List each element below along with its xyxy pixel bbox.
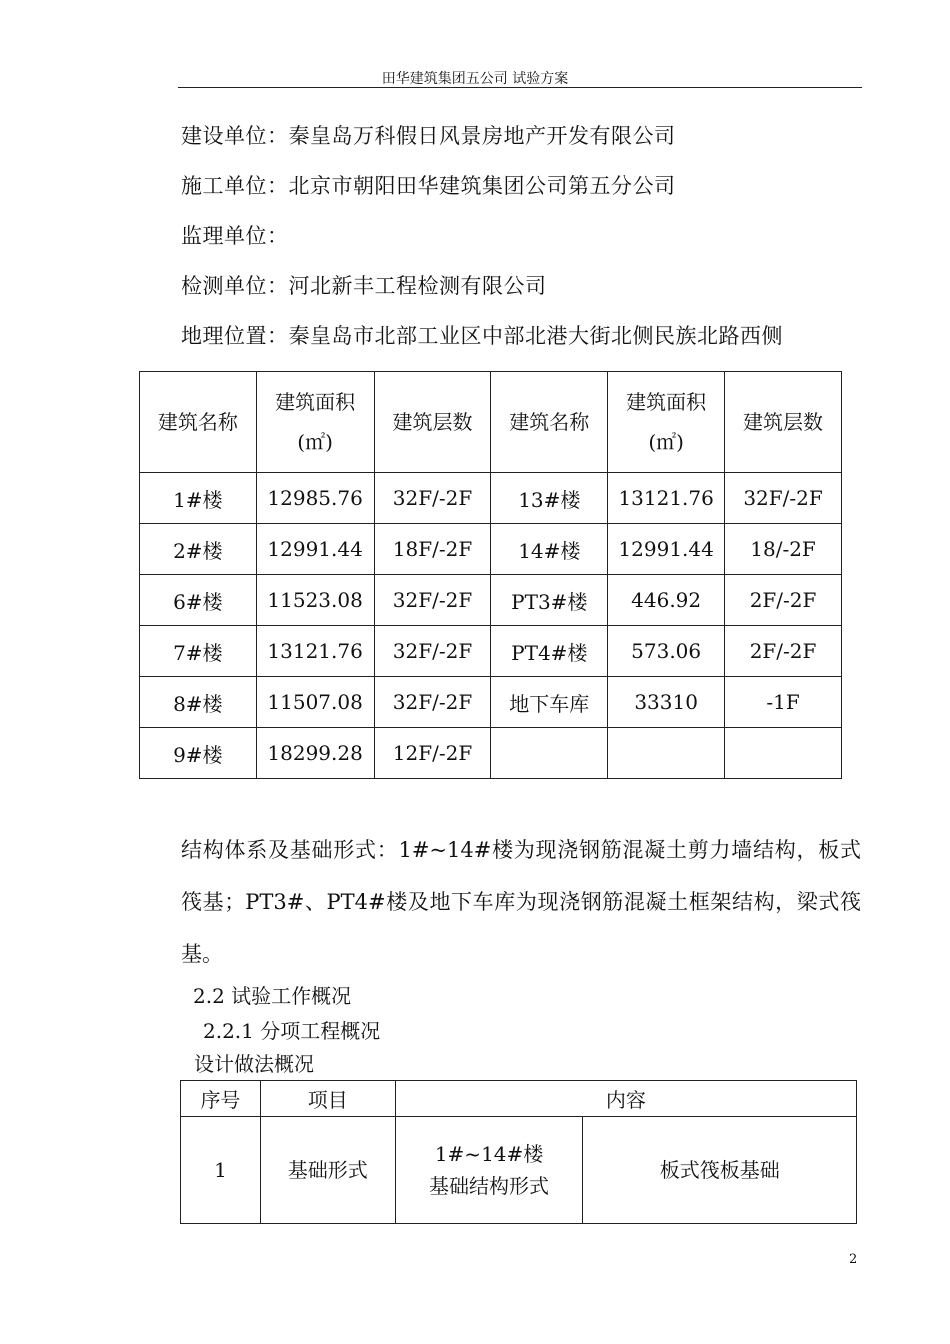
table-cell: 12991.44 [256,524,374,575]
table-cell: 地下车库 [491,677,608,728]
table-cell: 18/-2F [725,524,842,575]
header-building-floors: 建筑层数 [725,372,842,473]
table-cell: 11507.08 [256,677,374,728]
structure-paragraph: 结构体系及基础形式：1#~14#楼为现浇钢筋混凝土剪力墙结构，板式筏基；PT3#、PT4#楼及地下车库为现浇钢筋混凝土框架结构，梁式筏基。 [181,838,861,966]
table-cell: 12985.76 [256,473,374,524]
supervision-unit-line: 监理单位： [181,224,289,248]
header-building-name: 建筑名称 [140,372,257,473]
table-cell: 18F/-2F [374,524,491,575]
cell-scope: 1#~14#楼 基础结构形式 [395,1117,583,1224]
cell-item: 基础形式 [260,1117,395,1224]
page-number: 2 [849,1252,858,1267]
table-header-row [140,372,842,473]
table-cell [725,728,842,779]
header-no: 序号 [181,1081,261,1117]
table-cell: -1F [725,677,842,728]
table-cell: 9#楼 [140,728,257,779]
table-row [140,677,842,728]
table-cell: 32F/-2F [374,575,491,626]
table-cell: 32F/-2F [374,677,491,728]
table-cell [608,728,725,779]
table-cell: 12F/-2F [374,728,491,779]
table-header-row [181,1081,857,1117]
table-cell: PT3#楼 [491,575,608,626]
header-building-area: 建筑面积 (㎡) [256,372,374,473]
table-cell: PT4#楼 [491,626,608,677]
table-row [181,1117,857,1224]
table-row [140,524,842,575]
design-table-title: 设计做法概况 [194,1052,314,1076]
table-cell: 32F/-2F [374,626,491,677]
section-heading-2-2-1: 2.2.1 分项工程概况 [203,1019,381,1043]
header-content: 内容 [395,1081,856,1117]
design-table [180,1080,857,1224]
cell-no: 1 [181,1117,261,1224]
section-heading-2-2: 2.2 试验工作概况 [193,984,352,1008]
table-cell: 8#楼 [140,677,257,728]
table-cell: 2F/-2F [725,626,842,677]
running-header: 田华建筑集团五公司 试验方案 [381,71,569,87]
table-cell: 18299.28 [256,728,374,779]
header-building-floors: 建筑层数 [374,372,491,473]
table-cell: 14#楼 [491,524,608,575]
header-item: 项目 [260,1081,395,1117]
table-row [140,473,842,524]
location-line: 地理位置：秦皇岛市北部工业区中部北港大街北侧民族北路西侧 [181,324,783,348]
table-cell [491,728,608,779]
table-cell: 13121.76 [608,473,725,524]
table-cell: 13#楼 [491,473,608,524]
table-cell: 33310 [608,677,725,728]
table-row [140,626,842,677]
table-cell: 446.92 [608,575,725,626]
table-cell: 2F/-2F [725,575,842,626]
table-cell: 7#楼 [140,626,257,677]
testing-unit-line: 检测单位：河北新丰工程检测有限公司 [181,274,547,298]
table-cell: 573.06 [608,626,725,677]
table-cell: 6#楼 [140,575,257,626]
table-cell: 1#楼 [140,473,257,524]
table-cell: 13121.76 [256,626,374,677]
header-building-area: 建筑面积 (㎡) [608,372,725,473]
table-cell: 32F/-2F [725,473,842,524]
table-cell: 12991.44 [608,524,725,575]
table-row [140,575,842,626]
table-cell: 11523.08 [256,575,374,626]
construction-unit-line: 建设单位：秦皇岛万科假日风景房地产开发有限公司 [181,124,676,148]
table-cell: 2#楼 [140,524,257,575]
building-table [139,371,842,779]
table-cell: 32F/-2F [374,473,491,524]
header-building-name: 建筑名称 [491,372,608,473]
header-rule [178,87,862,88]
table-row [140,728,842,779]
builder-unit-line: 施工单位：北京市朝阳田华建筑集团公司第五分公司 [181,174,676,198]
cell-content: 板式筏板基础 [583,1117,857,1224]
